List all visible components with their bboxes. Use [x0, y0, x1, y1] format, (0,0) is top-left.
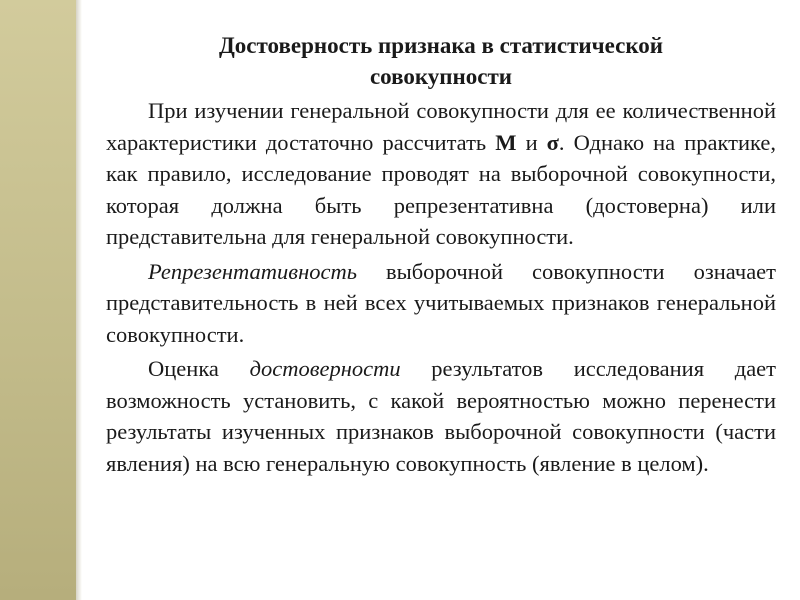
slide-title	[106, 30, 776, 92]
side-bar-shadow	[76, 0, 82, 600]
term-reliability: достоверности	[249, 356, 401, 381]
symbol-mean: М	[495, 129, 517, 155]
slide-title-line-2: совокупности	[369, 64, 513, 89]
paragraph-3-text-1: Оценка	[148, 356, 250, 381]
term-representativeness: Репрезентативность	[148, 258, 357, 284]
slide-content	[106, 30, 776, 482]
slide-title-line-1: Достоверность признака в статистической	[218, 33, 664, 58]
paragraph-1-text-3: . Однако на практике, как правило, исследование проводят на выборочной совокупности, которая должна быть репрезентативна (достоверна) или представительна для генеральной совокупности.	[106, 129, 777, 249]
paragraph-1	[106, 95, 776, 253]
paragraph-3-text-2: результатов исследования дает возможность установить, с какой вероятностью можно перенести результаты изученных признаков выборочной совокупности (части явления) на всю генеральную совокупность (явление в целом).	[106, 356, 776, 476]
paragraph-1-text-1: При изучении генеральной совокупности для ее количественной характеристики достаточно рассчитать	[106, 98, 776, 155]
paragraph-3	[106, 353, 776, 479]
decorative-side-bar	[0, 0, 76, 600]
paragraph-2-text-1: выборочной совокупности означает представительность в ней всех учитываемых признаков генеральной совокупности.	[106, 258, 776, 347]
symbol-sigma: σ	[546, 129, 559, 155]
paragraph-2	[106, 256, 776, 351]
paragraph-1-text-2: и	[516, 129, 547, 155]
